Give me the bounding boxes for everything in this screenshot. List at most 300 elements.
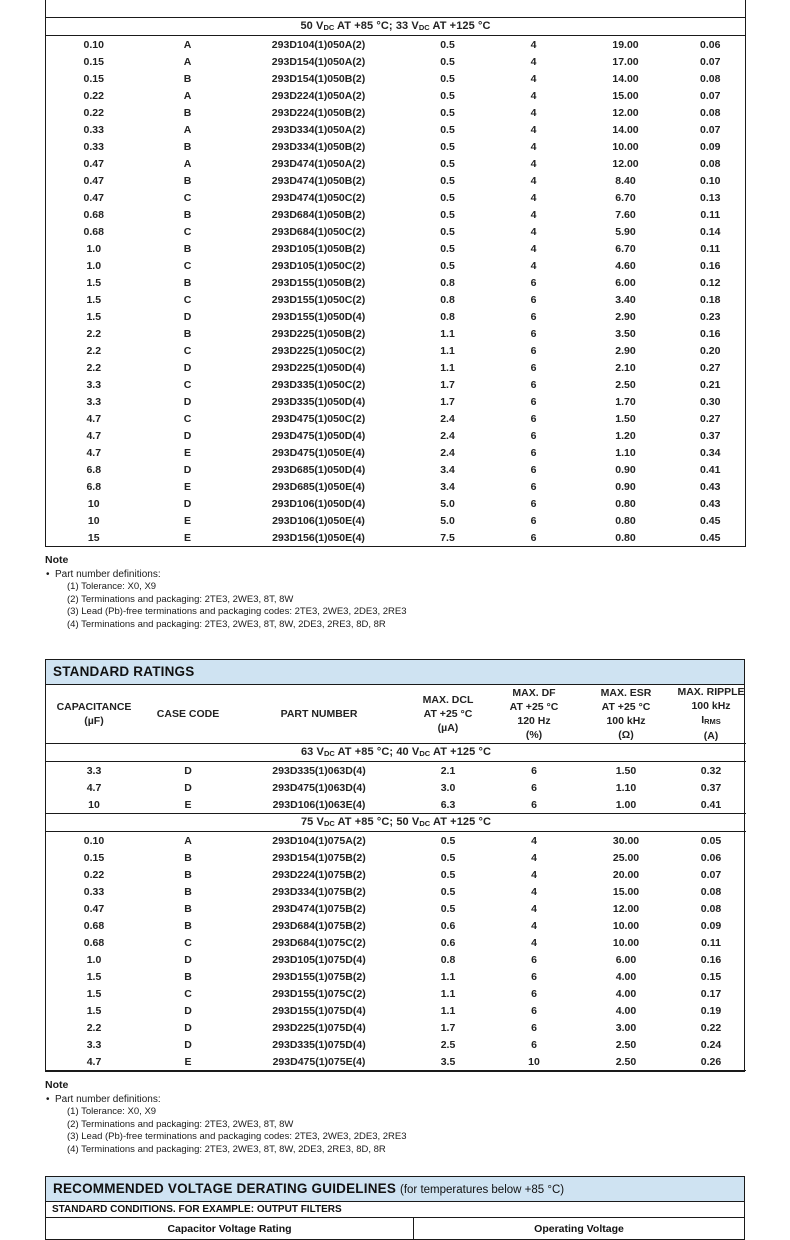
cell-part-number: 293D475(1)050E(4) bbox=[272, 446, 365, 459]
cell-part-number: 293D224(1)050A(2) bbox=[271, 89, 366, 102]
cell-max-dcl: 5.0 bbox=[440, 514, 455, 527]
cell-max-esr: 1.00 bbox=[615, 798, 637, 811]
ratings-rows-50v bbox=[46, 36, 746, 547]
cell-case-code: B bbox=[184, 902, 192, 915]
cell-case-code: C bbox=[184, 936, 192, 949]
band-label-50v-mid: AT +85 °C; 33 V bbox=[334, 19, 419, 32]
cell-capacitance: 1.0 bbox=[86, 953, 102, 966]
derating-title: RECOMMENDED VOLTAGE DERATING GUIDELINES bbox=[53, 1181, 397, 1196]
cell-part-number: 293D334(1)050B(2) bbox=[271, 140, 366, 153]
cell-capacitance: 15 bbox=[87, 531, 100, 544]
cell-max-dcl: 0.8 bbox=[440, 310, 455, 323]
table-row bbox=[46, 779, 746, 796]
cell-max-df: 4 bbox=[530, 106, 537, 119]
cell-max-df: 4 bbox=[530, 242, 537, 255]
cell-part-number: 293D106(1)050E(4) bbox=[272, 514, 365, 527]
cell-max-ripple: 0.21 bbox=[700, 378, 721, 391]
cell-max-esr: 0.80 bbox=[615, 531, 636, 544]
cell-case-code: A bbox=[183, 55, 192, 68]
cell-max-esr: 12.00 bbox=[612, 106, 639, 119]
cell-part-number: 293D225(1)050C(2) bbox=[271, 344, 366, 357]
note-block-top bbox=[45, 554, 745, 631]
cell-part-number: 293D155(1)050B(2) bbox=[271, 276, 366, 289]
cell-max-ripple: 0.09 bbox=[700, 919, 722, 932]
ratings-rows-63v bbox=[46, 762, 746, 814]
table-row bbox=[46, 342, 746, 359]
cell-max-esr: 6.00 bbox=[615, 276, 636, 289]
cell-max-df: 6 bbox=[531, 953, 537, 966]
cell-max-esr: 12.00 bbox=[612, 157, 639, 170]
cell-case-code: B bbox=[184, 868, 192, 881]
note-item: (3) Lead (Pb)-free terminations and packaging codes: 2TE3, 2WE3, 2DE3, 2RE3 bbox=[67, 1131, 407, 1142]
cell-max-df: 6 bbox=[531, 1004, 537, 1017]
band-label-75v-sub1: DC bbox=[323, 818, 335, 828]
cell-max-esr: 17.00 bbox=[612, 55, 639, 68]
cell-max-ripple: 0.37 bbox=[700, 429, 721, 442]
cell-part-number: 293D475(1)050D(4) bbox=[271, 429, 366, 442]
cell-part-number: 293D155(1)050C(2) bbox=[271, 293, 366, 306]
cell-case-code: B bbox=[184, 885, 192, 898]
cell-max-df: 4 bbox=[530, 89, 537, 102]
cell-max-dcl: 2.1 bbox=[440, 764, 456, 777]
cell-max-ripple: 0.08 bbox=[700, 902, 722, 915]
cell-max-ripple: 0.08 bbox=[700, 72, 721, 85]
cell-max-ripple: 0.08 bbox=[700, 106, 721, 119]
cell-max-dcl: 0.5 bbox=[440, 851, 456, 864]
table-row bbox=[46, 172, 746, 189]
column-header-row bbox=[46, 685, 746, 744]
cell-case-code: D bbox=[184, 1038, 192, 1051]
cell-max-dcl: 3.0 bbox=[440, 781, 456, 794]
cell-case-code: B bbox=[184, 851, 192, 864]
cell-max-esr: 5.90 bbox=[615, 225, 636, 238]
cell-max-ripple: 0.20 bbox=[700, 344, 721, 357]
cell-max-dcl: 0.5 bbox=[440, 89, 455, 102]
col-max-ripple-irms: IRMS bbox=[701, 714, 721, 726]
table-row bbox=[46, 257, 746, 274]
cell-capacitance: 4.7 bbox=[86, 446, 102, 459]
cell-case-code: D bbox=[184, 1004, 192, 1017]
cell-part-number: 293D335(1)050D(4) bbox=[271, 395, 366, 408]
cell-max-ripple: 0.10 bbox=[700, 174, 721, 187]
cell-capacitance: 0.47 bbox=[83, 174, 104, 187]
voltage-band-row-63v bbox=[46, 744, 746, 762]
table-row bbox=[46, 461, 746, 478]
cell-max-esr: 4.00 bbox=[615, 970, 637, 983]
cell-max-esr: 2.50 bbox=[615, 378, 636, 391]
cell-case-code: A bbox=[183, 89, 192, 102]
cell-max-df: 4 bbox=[530, 259, 537, 272]
cell-part-number: 293D225(1)050D(4) bbox=[271, 361, 366, 374]
table-row bbox=[46, 968, 746, 985]
cell-max-esr: 6.70 bbox=[615, 191, 636, 204]
cell-part-number: 293D334(1)075B(2) bbox=[272, 885, 366, 898]
cell-capacitance: 0.47 bbox=[83, 157, 104, 170]
cell-max-dcl: 0.5 bbox=[440, 55, 455, 68]
cell-max-df: 6 bbox=[531, 764, 537, 777]
standard-ratings-table-continued bbox=[45, 0, 745, 547]
cell-capacitance: 0.33 bbox=[83, 123, 104, 136]
table-row bbox=[46, 985, 746, 1002]
cell-max-dcl: 1.1 bbox=[440, 327, 455, 340]
cell-max-ripple: 0.07 bbox=[700, 55, 721, 68]
cell-capacitance: 6.8 bbox=[86, 480, 102, 493]
cell-max-df: 6 bbox=[531, 781, 537, 794]
col-max-df: MAX. DF AT +25 °C 120 Hz (%) bbox=[509, 687, 559, 741]
cell-max-ripple: 0.19 bbox=[700, 1004, 722, 1017]
table-row bbox=[46, 883, 746, 900]
cell-max-dcl: 1.7 bbox=[440, 1021, 456, 1034]
cell-max-ripple: 0.05 bbox=[700, 834, 722, 847]
cell-max-df: 4 bbox=[531, 902, 537, 915]
cell-case-code: C bbox=[183, 225, 192, 238]
table-row bbox=[46, 832, 746, 850]
cell-case-code: A bbox=[183, 38, 192, 51]
table-row bbox=[46, 1002, 746, 1019]
cell-case-code: A bbox=[183, 157, 192, 170]
cell-max-dcl: 1.1 bbox=[440, 1004, 456, 1017]
cell-max-df: 6 bbox=[530, 310, 537, 323]
table-row bbox=[46, 917, 746, 934]
cell-max-dcl: 0.8 bbox=[440, 276, 455, 289]
table-row bbox=[46, 951, 746, 968]
cell-part-number: 293D154(1)050B(2) bbox=[271, 72, 366, 85]
cell-part-number: 293D105(1)050B(2) bbox=[271, 242, 366, 255]
table-row bbox=[46, 512, 746, 529]
cell-case-code: D bbox=[184, 781, 192, 794]
cell-max-df: 6 bbox=[531, 798, 537, 811]
cell-capacitance: 2.2 bbox=[86, 1021, 102, 1034]
cell-case-code: D bbox=[183, 429, 192, 442]
cell-part-number: 293D685(1)050D(4) bbox=[271, 463, 366, 476]
cell-max-esr: 4.60 bbox=[615, 259, 636, 272]
cell-max-ripple: 0.23 bbox=[700, 310, 721, 323]
cell-max-dcl: 3.4 bbox=[440, 463, 455, 476]
cell-case-code: D bbox=[183, 463, 192, 476]
cell-case-code: C bbox=[183, 378, 192, 391]
band-label-63v-pre: 63 V bbox=[300, 745, 324, 758]
cell-case-code: B bbox=[183, 327, 192, 340]
cell-case-code: D bbox=[183, 395, 192, 408]
cell-max-ripple: 0.08 bbox=[700, 885, 722, 898]
cell-max-df: 6 bbox=[531, 1038, 537, 1051]
cell-max-esr: 7.60 bbox=[615, 208, 636, 221]
cell-part-number: 293D154(1)075B(2) bbox=[272, 851, 366, 864]
cell-max-dcl: 0.5 bbox=[440, 191, 455, 204]
cell-max-esr: 10.00 bbox=[612, 936, 640, 949]
cell-max-df: 6 bbox=[530, 327, 537, 340]
cell-max-dcl: 1.1 bbox=[440, 361, 455, 374]
band-label-50v-sub2: DC bbox=[418, 22, 430, 32]
band-label-50v-pre: 50 V bbox=[300, 19, 324, 32]
note-item: (1) Tolerance: X0, X9 bbox=[67, 1106, 157, 1117]
cell-max-ripple: 0.06 bbox=[700, 851, 722, 864]
cell-max-ripple: 0.11 bbox=[700, 242, 721, 255]
cell-max-df: 6 bbox=[530, 531, 537, 544]
cell-max-df: 6 bbox=[530, 429, 537, 442]
cell-part-number: 293D335(1)075D(4) bbox=[272, 1038, 366, 1051]
standard-ratings-title: STANDARD RATINGS bbox=[53, 664, 195, 679]
cell-max-df: 4 bbox=[530, 72, 537, 85]
cell-capacitance: 1.5 bbox=[86, 987, 102, 1000]
cell-part-number: 293D104(1)050A(2) bbox=[271, 38, 366, 51]
cell-max-esr: 0.80 bbox=[615, 497, 636, 510]
cell-part-number: 293D475(1)063D(4) bbox=[272, 781, 366, 794]
table-row bbox=[46, 762, 746, 780]
cell-max-ripple: 0.43 bbox=[700, 480, 721, 493]
cell-capacitance: 0.22 bbox=[83, 868, 105, 881]
note-items-top bbox=[45, 581, 745, 631]
cell-max-df: 6 bbox=[530, 276, 537, 289]
table-row bbox=[46, 1019, 746, 1036]
col-capacitance: CAPACITANCE (µF) bbox=[56, 701, 132, 727]
cell-max-df: 4 bbox=[530, 191, 537, 204]
cell-max-esr: 1.10 bbox=[615, 446, 636, 459]
cell-max-ripple: 0.16 bbox=[700, 953, 722, 966]
cell-max-esr: 2.50 bbox=[615, 1038, 637, 1051]
cell-capacitance: 0.68 bbox=[83, 225, 104, 238]
cell-max-dcl: 0.5 bbox=[440, 902, 456, 915]
cell-capacitance: 3.3 bbox=[86, 395, 102, 408]
band-label-75v-mid: AT +85 °C; 50 V bbox=[334, 815, 420, 828]
cell-capacitance: 3.3 bbox=[86, 764, 102, 777]
cell-capacitance: 6.8 bbox=[86, 463, 102, 476]
cell-max-ripple: 0.41 bbox=[700, 798, 722, 811]
cell-max-esr: 3.00 bbox=[615, 1021, 637, 1034]
band-label-50v-sub1: DC bbox=[323, 22, 335, 32]
cell-capacitance: 0.68 bbox=[83, 208, 104, 221]
band-label-50v-post: AT +125 °C bbox=[429, 19, 491, 32]
derating-table bbox=[46, 1218, 744, 1239]
cell-part-number: 293D474(1)050B(2) bbox=[271, 174, 366, 187]
cell-max-df: 6 bbox=[530, 463, 537, 476]
cell-max-df: 4 bbox=[530, 38, 537, 51]
table-row bbox=[46, 138, 746, 155]
cell-capacitance: 1.5 bbox=[86, 1004, 102, 1017]
cell-max-dcl: 0.5 bbox=[440, 885, 456, 898]
cell-case-code: E bbox=[183, 531, 191, 544]
cell-capacitance: 0.68 bbox=[83, 919, 105, 932]
table-row bbox=[46, 70, 746, 87]
derating-col-capacitor-voltage-rating: Capacitor Voltage Rating bbox=[46, 1218, 414, 1239]
band-label-63v-sub1: DC bbox=[323, 748, 335, 758]
cell-part-number: 293D474(1)050C(2) bbox=[271, 191, 366, 204]
cell-max-ripple: 0.16 bbox=[700, 327, 721, 340]
band-label-75v-sub2: DC bbox=[419, 818, 431, 828]
table-row bbox=[46, 36, 746, 54]
cell-part-number: 293D474(1)050A(2) bbox=[271, 157, 366, 170]
cell-case-code: D bbox=[184, 953, 192, 966]
table-row bbox=[46, 866, 746, 883]
cell-max-ripple: 0.07 bbox=[700, 123, 721, 136]
note-items-bottom bbox=[45, 1106, 745, 1156]
cell-max-esr: 0.80 bbox=[615, 514, 636, 527]
cell-capacitance: 1.0 bbox=[86, 242, 102, 255]
cell-capacitance: 1.5 bbox=[86, 310, 102, 323]
cell-max-ripple: 0.06 bbox=[700, 38, 721, 51]
cell-case-code: C bbox=[183, 412, 192, 425]
table-row bbox=[46, 796, 746, 814]
band-label-75v-post: AT +125 °C bbox=[430, 815, 492, 828]
cell-max-esr: 4.00 bbox=[615, 1004, 637, 1017]
cell-capacitance: 1.5 bbox=[86, 970, 102, 983]
table-row bbox=[46, 240, 746, 257]
cell-max-ripple: 0.08 bbox=[700, 157, 721, 170]
cell-max-ripple: 0.26 bbox=[676, 1053, 746, 1071]
cell-max-dcl: 1.1 bbox=[440, 987, 456, 1000]
cell-max-ripple: 0.41 bbox=[700, 463, 721, 476]
cell-max-ripple: 0.07 bbox=[700, 89, 721, 102]
cell-case-code: E bbox=[183, 480, 191, 493]
cell-max-esr: 12.00 bbox=[612, 902, 640, 915]
table-row bbox=[46, 1053, 746, 1071]
cell-max-dcl: 0.5 bbox=[440, 157, 455, 170]
cell-max-df: 6 bbox=[530, 395, 537, 408]
note-item: (1) Tolerance: X0, X9 bbox=[67, 581, 157, 592]
cell-max-df: 4 bbox=[530, 123, 537, 136]
cell-max-dcl: 3.4 bbox=[440, 480, 455, 493]
band-label-63v-sub2: DC bbox=[419, 748, 431, 758]
ratings-table-top bbox=[45, 0, 746, 547]
note-item: (2) Terminations and packaging: 2TE3, 2WE3, 8T, 8W bbox=[67, 593, 294, 605]
cell-part-number: 293D156(1)050E(4) bbox=[272, 531, 365, 544]
note-item: (2) Terminations and packaging: 2TE3, 2WE3, 8T, 8W bbox=[67, 1118, 294, 1130]
cell-part-number: 293D155(1)075C(2) bbox=[272, 987, 366, 1000]
cell-max-ripple: 0.24 bbox=[700, 1038, 722, 1051]
cell-capacitance: 2.2 bbox=[86, 361, 102, 374]
cell-case-code: E bbox=[183, 446, 191, 459]
table-row bbox=[46, 410, 746, 427]
cell-capacitance: 0.33 bbox=[83, 140, 104, 153]
table-row bbox=[46, 478, 746, 495]
cell-max-dcl: 0.6 bbox=[440, 936, 456, 949]
cell-max-dcl: 1.1 bbox=[440, 344, 455, 357]
derating-header-row bbox=[46, 1218, 744, 1239]
cell-max-ripple: 0.22 bbox=[700, 1021, 722, 1034]
cell-capacitance: 4.7 bbox=[86, 412, 102, 425]
table-row bbox=[46, 427, 746, 444]
table-row bbox=[46, 53, 746, 70]
table-row bbox=[46, 376, 746, 393]
cell-max-df: 10 bbox=[492, 1053, 576, 1071]
cell-max-df: 4 bbox=[531, 936, 537, 949]
cell-part-number: 293D106(1)050D(4) bbox=[271, 497, 366, 510]
table-row bbox=[46, 325, 746, 342]
cell-capacitance: 0.10 bbox=[83, 834, 105, 847]
derating-header bbox=[46, 1177, 744, 1202]
cell-part-number: 293D225(1)075D(4) bbox=[272, 1021, 366, 1034]
cell-max-esr: 3.40 bbox=[615, 293, 636, 306]
cell-max-df: 4 bbox=[531, 885, 537, 898]
cell-case-code: D bbox=[183, 310, 192, 323]
table-row bbox=[46, 104, 746, 121]
cell-max-esr: 10.00 bbox=[612, 919, 640, 932]
table-row bbox=[46, 223, 746, 240]
cell-part-number: 293D334(1)050A(2) bbox=[271, 123, 366, 136]
cell-max-esr: 15.00 bbox=[612, 885, 640, 898]
cell-max-df: 6 bbox=[530, 480, 537, 493]
cell-part-number: 293D685(1)050E(4) bbox=[272, 480, 365, 493]
cell-max-dcl: 3.5 bbox=[404, 1053, 492, 1071]
cell-capacitance: 1.5 bbox=[86, 276, 102, 289]
cell-part-number: 293D684(1)075C(2) bbox=[272, 936, 366, 949]
table-row bbox=[46, 849, 746, 866]
cell-case-code: D bbox=[184, 1021, 192, 1034]
cell-max-dcl: 0.5 bbox=[440, 208, 455, 221]
cell-max-ripple: 0.30 bbox=[700, 395, 721, 408]
cell-capacitance: 1.0 bbox=[86, 259, 102, 272]
col-part-number: PART NUMBER bbox=[280, 708, 358, 720]
cell-max-ripple: 0.15 bbox=[700, 970, 722, 983]
cell-max-ripple: 0.34 bbox=[700, 446, 721, 459]
table-row bbox=[46, 121, 746, 138]
cell-max-df: 6 bbox=[530, 378, 537, 391]
cell-case-code: D bbox=[183, 497, 192, 510]
cell-max-esr: 3.50 bbox=[615, 327, 636, 340]
cell-capacitance: 3.3 bbox=[86, 1038, 102, 1051]
cell-part-number: 293D225(1)050B(2) bbox=[271, 327, 366, 340]
cell-max-dcl: 1.7 bbox=[440, 395, 455, 408]
cell-max-esr: 2.50 bbox=[576, 1053, 676, 1071]
cell-capacitance: 0.15 bbox=[83, 55, 104, 68]
cell-part-number: 293D104(1)075A(2) bbox=[272, 834, 366, 847]
cell-capacitance: 4.7 bbox=[46, 1053, 142, 1071]
cell-max-esr: 8.40 bbox=[615, 174, 636, 187]
cell-max-ripple: 0.16 bbox=[700, 259, 721, 272]
cell-max-dcl: 0.5 bbox=[440, 38, 455, 51]
cell-part-number: 293D224(1)050B(2) bbox=[271, 106, 366, 119]
derating-conditions: STANDARD CONDITIONS. FOR EXAMPLE: OUTPUT FILTERS bbox=[46, 1202, 744, 1218]
cell-max-df: 6 bbox=[531, 987, 537, 1000]
table-row bbox=[46, 934, 746, 951]
standard-ratings-section bbox=[45, 659, 745, 1072]
cell-part-number: 293D474(1)075B(2) bbox=[272, 902, 366, 915]
cell-case-code: E bbox=[184, 798, 192, 811]
ratings-rows-75v bbox=[46, 832, 746, 1071]
table-row bbox=[46, 359, 746, 376]
cell-case-code: B bbox=[183, 174, 192, 187]
cell-max-dcl: 1.1 bbox=[440, 970, 456, 983]
table-row bbox=[46, 900, 746, 917]
cell-max-ripple: 0.14 bbox=[700, 225, 721, 238]
cell-case-code: B bbox=[183, 242, 192, 255]
cell-capacitance: 2.2 bbox=[86, 344, 102, 357]
cell-max-dcl: 2.4 bbox=[440, 446, 455, 459]
cell-max-esr: 20.00 bbox=[612, 868, 640, 881]
cell-part-number: 293D106(1)063E(4) bbox=[272, 798, 366, 811]
cell-part-number: 293D684(1)050C(2) bbox=[271, 225, 366, 238]
cell-max-df: 6 bbox=[530, 514, 537, 527]
cell-max-df: 6 bbox=[530, 446, 537, 459]
cell-max-ripple: 0.45 bbox=[700, 531, 721, 544]
col-max-dcl: MAX. DCL AT +25 °C (µA) bbox=[422, 694, 474, 734]
cell-max-df: 4 bbox=[530, 174, 537, 187]
cell-case-code: B bbox=[184, 919, 192, 932]
cell-case-code: C bbox=[183, 293, 192, 306]
cell-capacitance: 10 bbox=[87, 514, 100, 527]
cell-case-code: C bbox=[184, 987, 192, 1000]
cell-max-esr: 2.10 bbox=[615, 361, 636, 374]
table-row bbox=[46, 206, 746, 223]
cell-case-code: A bbox=[184, 834, 192, 847]
cell-capacitance: 0.15 bbox=[83, 72, 104, 85]
cell-max-df: 4 bbox=[531, 919, 537, 932]
cell-max-df: 4 bbox=[531, 868, 537, 881]
table-row bbox=[46, 444, 746, 461]
cell-max-ripple: 0.27 bbox=[700, 412, 721, 425]
cell-capacitance: 0.33 bbox=[83, 885, 105, 898]
cell-max-ripple: 0.43 bbox=[700, 497, 721, 510]
